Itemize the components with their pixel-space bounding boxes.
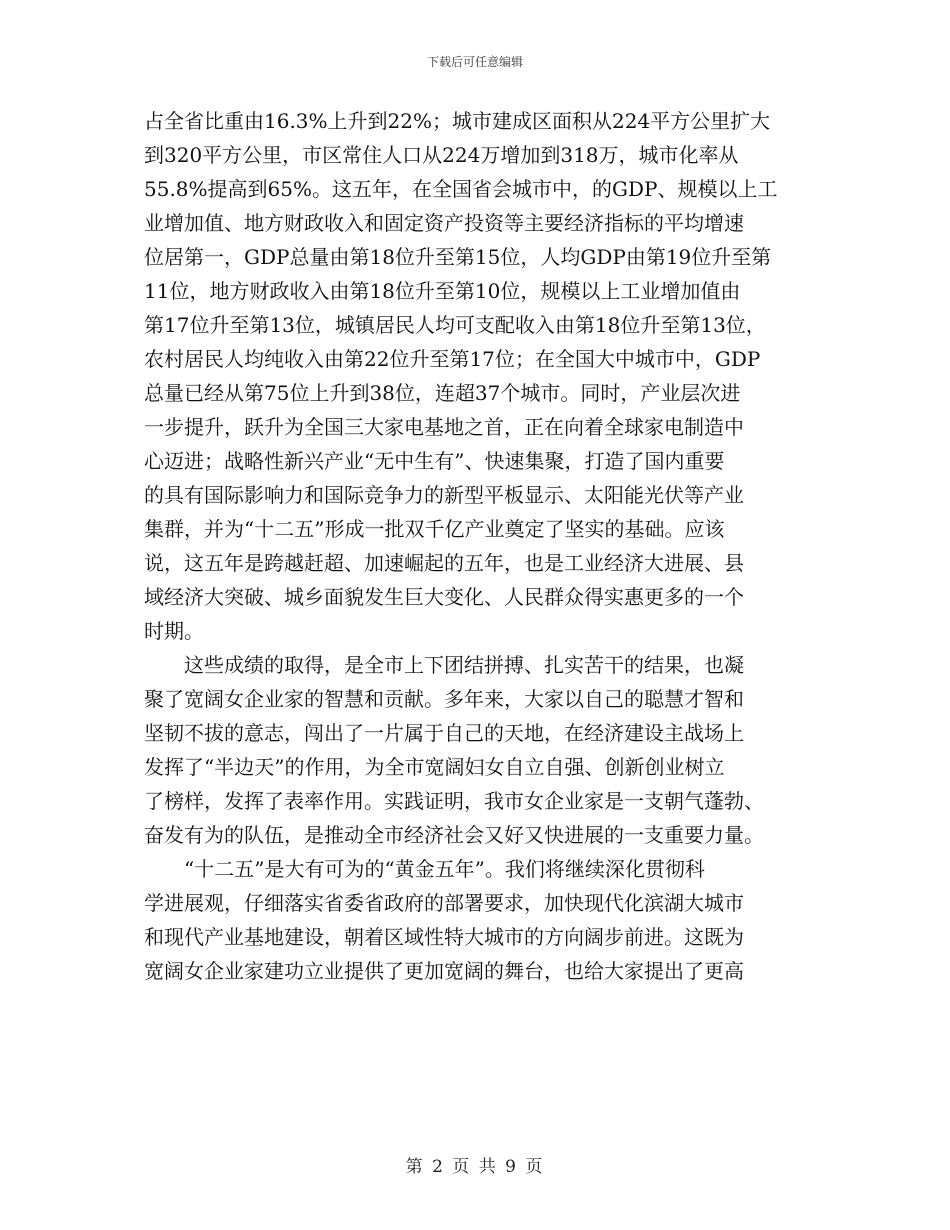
page-number-footer: 第 2 页 共 9 页 [405,1157,545,1177]
text-line: 坚韧不拔的意志，闯出了一片属于自己的天地，在经济建设主战场上 [144,721,744,745]
text-line: 学进展观，仔细落实省委省政府的部署要求，加快现代化滨湖大城市 [144,891,744,915]
text-line: 总量已经从第75位上升到38位，连超37个城市。同时，产业层次进 [144,381,741,405]
text-line: 宽阔女企业家建功立业提供了更加宽阔的舞台，也给大家提出了更高 [144,959,744,983]
text-line: 的具有国际影响力和国际竞争力的新型平板显示、太阳能光伏等产业 [144,483,744,507]
text-line: 了榜样，发挥了表率作用。实践证明，我市女企业家是一支朝气蓬勃、 [144,789,764,813]
page-header: 下载后可任意编辑 [426,55,523,69]
text-line: 奋发有为的队伍，是推动全市经济社会又好又快进展的一支重要力量。 [144,823,764,847]
text-line: 到320平方公里，市区常住人口从224万增加到318万，城市化率从 [144,143,739,167]
text-line: 心迈进；战略性新兴产业“无中生有”、快速集聚，打造了国内重要 [144,449,725,473]
text-line: 55.8%提高到65%。这五年，在全国省会城市中，的GDP、规模以上工 [144,177,778,201]
text-line: 域经济大突破、城乡面貌发生巨大变化、人民群众得实惠更多的一个 [144,585,744,609]
text-line: 位居第一，GDP总量由第18位升至第15位，人均GDP由第19位升至第 [144,245,772,269]
paragraph-start-line: 这些成绩的取得，是全市上下团结拼搏、扎实苦干的结果，也凝 [184,653,744,677]
text-line: 集群，并为“十二五”形成一批双千亿产业奠定了坚实的基础。应该 [144,517,725,541]
text-line: 发挥了“半边天”的作用，为全市宽阔妇女自立自强、创新创业树立 [144,755,725,779]
text-line: 业增加值、地方财政收入和固定资产投资等主要经济指标的平均增速 [144,211,744,235]
document-body [144,104,808,988]
text-line: 说，这五年是跨越赶超、加速崛起的五年，也是工业经济大进展、县 [144,551,744,575]
text-line: 时期。 [144,619,204,643]
text-line: 农村居民人均纯收入由第22位升至第17位；在全国大中城市中，GDP [144,347,761,371]
text-line: 和现代产业基地建设，朝着区域性特大城市的方向阔步前进。这既为 [144,925,744,949]
text-line: 11位，地方财政收入由第18位升至第10位，规模以上工业增加值由 [144,279,741,303]
text-line: 第17位升至第13位，城镇居民人均可支配收入由第18位升至第13位， [144,313,766,337]
paragraph-start-line: “十二五”是大有可为的“黄金五年”。我们将继续深化贯彻科 [184,857,705,881]
text-line: 占全省比重由16.3%上升到22%；城市建成区面积从224平方公里扩大 [144,109,771,133]
text-line: 聚了宽阔女企业家的智慧和贡献。多年来，大家以自己的聪慧才智和 [144,687,744,711]
text-line: 一步提升，跃升为全国三大家电基地之首，正在向着全球家电制造中 [144,415,744,439]
